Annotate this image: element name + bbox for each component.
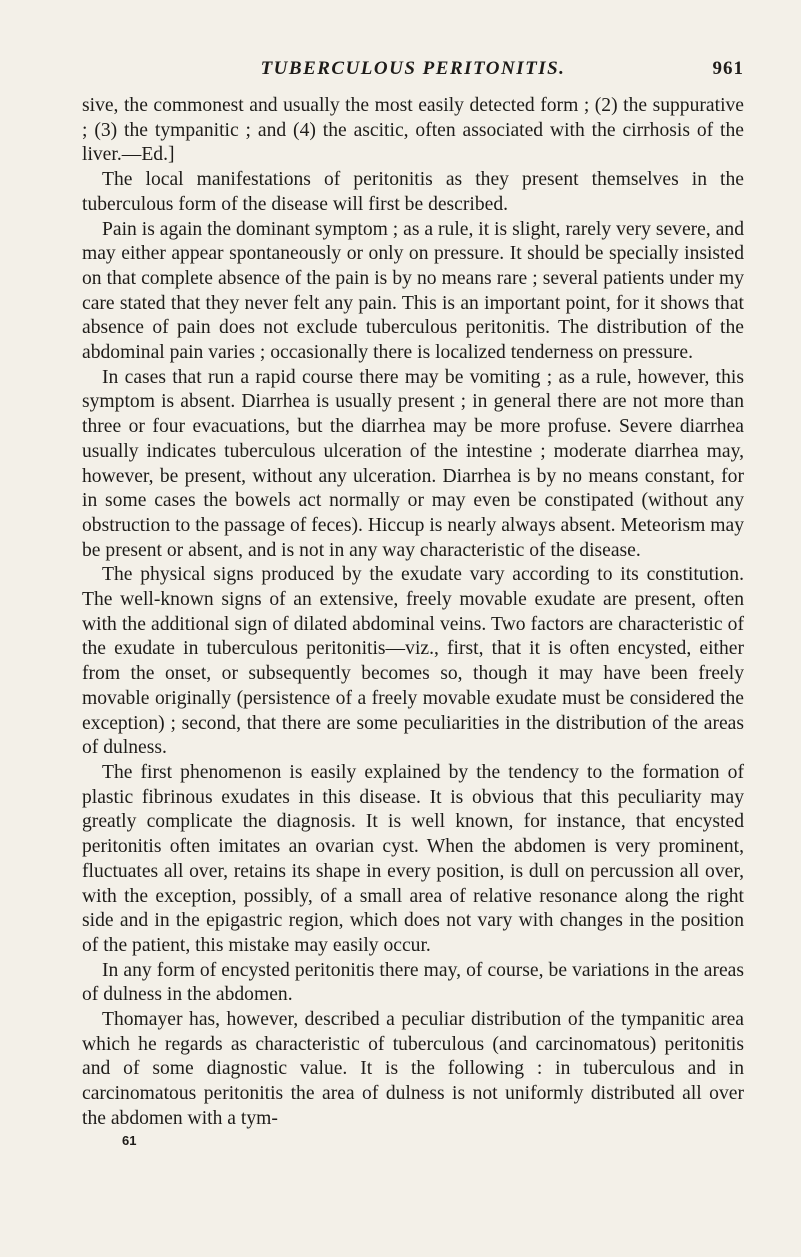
running-head	[82, 58, 744, 84]
paragraph: The first phenomenon is easily explained by the tendency to the formation of plastic fibrinous exudates in this disease. It is obvious that this peculiarity may greatly complicate the diagnosis. It is well known, for instance, that encysted peritonitis often imitates an ovarian cyst. When the abdomen is very prominent, fluctuates all over, retains its shape in every position, is dull on percussion all over, with the exception, possibly, of a small area of relative resonance along the right side and in the epigastric region, which does not vary with changes in the position of the patient, this mistake may easily occur.	[82, 761, 744, 956]
signature-mark: 61	[122, 1132, 137, 1148]
paragraph: The physical signs produced by the exudate vary according to its constitution. The well-known signs of an extensive, freely movable exudate are present, often with the additional sign of dilated abdominal veins. Two factors are characteristic of the exudate in tuberculous peritonitis—viz., first, that it is often encysted, either from the onset, or subsequently becomes so, though it may have been freely movable originally (persistence of a freely movable exudate must be considered the exception) ; second, that there are some peculiarities in the distribution of the areas of dulness.	[82, 564, 744, 759]
page-number: 961	[712, 58, 744, 79]
paragraph: The local manifestations of peritonitis as they present themselves in the tuberculous form of the disease will first be described.	[82, 169, 744, 215]
book-page	[82, 58, 744, 1148]
paragraph: Thomayer has, however, described a peculiar distribution of the tympanitic area which he regards as characteristic of tuberculous (and carcinomatous) peritonitis and of some diagnostic value. It is the following : in tuberculous and in carcinomatous peritonitis the area of dulness is not uniformly distributed all over the abdomen with a tym-	[82, 1009, 744, 1129]
paragraph: sive, the commonest and usually the most easily detected form ; (2) the suppurative ; (3) the tympanitic ; and (4) the ascitic, often associated with the cirrhosis of the liver.—Ed.]	[82, 95, 744, 166]
body-text	[82, 94, 744, 1132]
paragraph: In any form of encysted peritonitis there may, of course, be variations in the areas of dulness in the abdomen.	[82, 959, 744, 1006]
paragraph: Pain is again the dominant symptom ; as a rule, it is slight, rarely very severe, and may either appear spontaneously or only on pressure. It should be specially insisted on that complete absence of the pain is by no means rare ; several patients under my care stated that they never felt any pain. This is an important point, for it shows that absence of pain does not exclude tuberculous peritonitis. The distribution of the abdominal pain varies ; occasionally there is localized tenderness on pressure.	[82, 218, 744, 364]
paragraph: In cases that run a rapid course there may be vomiting ; as a rule, however, this symptom is absent. Diarrhea is usually present ; in general there are not more than three or four evacuations, but the diarrhea may be more profuse. Severe diarrhea usually indicates tuberculous ulceration of the intestine ; moderate diarrhea may, however, be present, without any ulceration. Diarrhea is by no means constant, for in some cases the bowels act normally or may even be constipated (without any obstruction to the passage of feces). Hiccup is nearly always absent. Meteorism may be present or absent, and is not in any way characteristic of the disease.	[82, 366, 744, 561]
running-title: TUBERCULOUS PERITONITIS.	[260, 58, 566, 79]
